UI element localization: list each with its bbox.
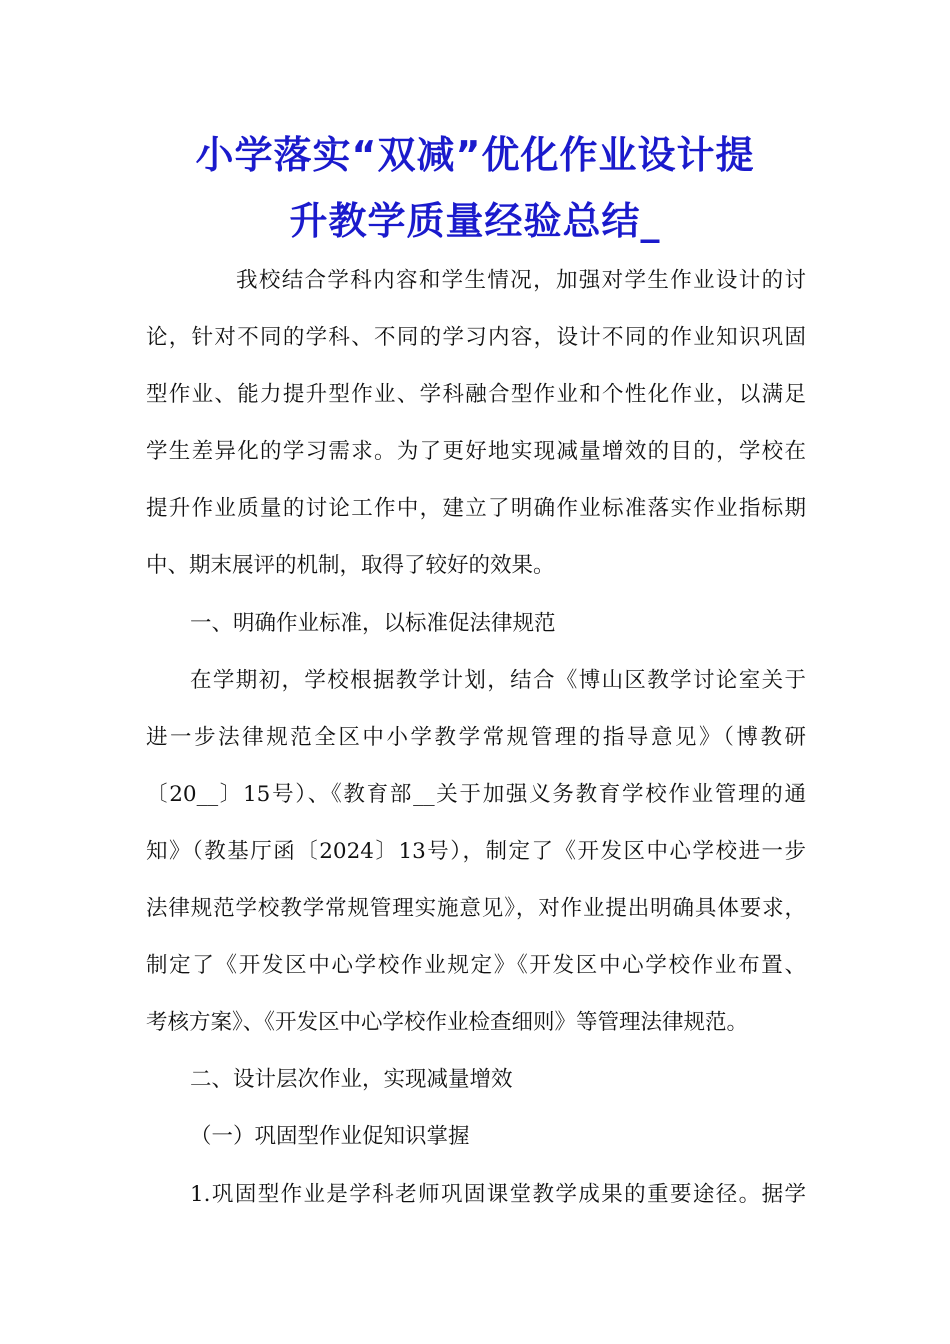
paragraph-line: 论，针对不同的学科、不同的学习内容，设计不同的作业知识巩固 — [146, 325, 806, 350]
paragraph-line: 知》（教基厅函〔2024〕13号），制定了《开发区中心学校进一步 — [146, 839, 806, 864]
paragraph-line: 制定了《开发区中心学校作业规定》《开发区中心学校作业布置、 — [146, 953, 806, 978]
paragraph-line: 学生差异化的学习需求。为了更好地实现减量增效的目的，学校在 — [146, 439, 806, 464]
paragraph-line: 提升作业质量的讨论工作中，建立了明确作业标准落实作业指标期 — [146, 496, 806, 521]
paragraph-line: 型作业、能力提升型作业、学科融合型作业和个性化作业，以满足 — [146, 382, 806, 407]
paragraph-line: 1.巩固型作业是学科老师巩固课堂教学成果的重要途径。据学 — [190, 1182, 806, 1207]
section-heading: 二、设计层次作业，实现减量增效 — [190, 1067, 513, 1092]
paragraph-line: 〔20__〕15号）、《教育部__关于加强义务教育学校作业管理的通 — [146, 782, 806, 807]
paragraph-line: 进一步法律规范全区中小学教学常规管理的指导意见》（博教研 — [146, 725, 806, 750]
paragraph-line: 法律规范学校教学常规管理实施意见》，对作业提出明确具体要求， — [146, 896, 806, 921]
subsection-heading: （一）巩固型作业促知识掌握 — [190, 1124, 470, 1149]
title-line-1: 小学落实“双减”优化作业设计提 — [195, 133, 755, 177]
paragraph-line: 我校结合学科内容和学生情况，加强对学生作业设计的讨 — [236, 268, 806, 293]
document-title — [130, 122, 820, 254]
paragraph-line: 考核方案》、《开发区中心学校作业检查细则》等管理法律规范。 — [146, 1010, 749, 1035]
section-heading: 一、明确作业标准，以标准促法律规范 — [190, 611, 556, 636]
title-line-2: 升教学质量经验总结_ — [289, 199, 661, 243]
paragraph-line: 中、期末展评的机制，取得了较好的效果。 — [146, 553, 555, 578]
paragraph-line: 在学期初，学校根据教学计划，结合《博山区教学讨论室关于 — [190, 668, 806, 693]
